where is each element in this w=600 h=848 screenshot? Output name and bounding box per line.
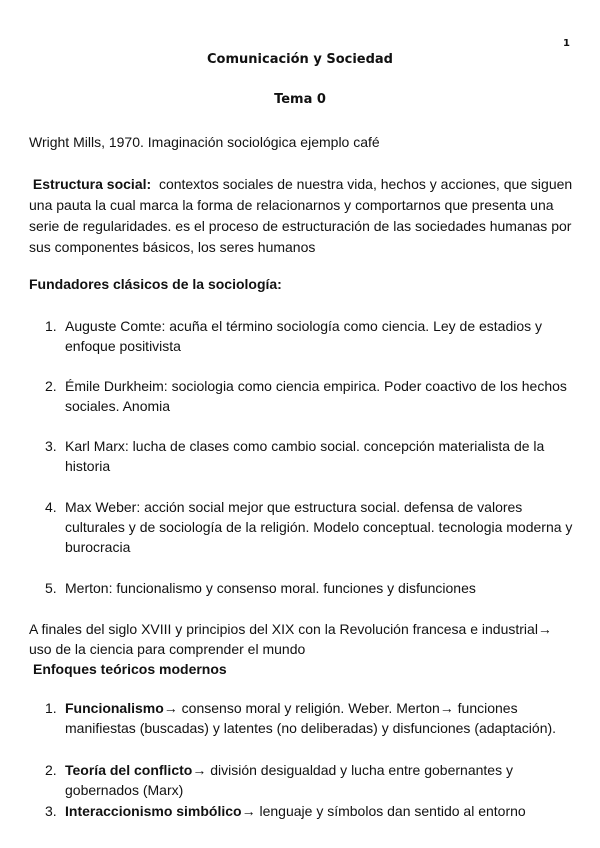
list-item	[45, 801, 575, 821]
list-number: 1.	[45, 318, 57, 334]
list-text: Émile Durkheim: sociologia como ciencia empirica. Poder coactivo de los hechos sociales. Anomia	[65, 378, 567, 414]
context-paragraph: A finales del siglo XVIII y principios del XIX con la Revolución francesa e industrial→ uso de la ciencia para comprender el mundo	[29, 621, 552, 657]
list-number: 2.	[45, 762, 57, 778]
list-item	[45, 760, 575, 800]
list-number: 4.	[45, 499, 57, 515]
list-item	[45, 436, 575, 476]
list-text: Merton: funcionalismo y consenso moral. funciones y disfunciones	[65, 580, 476, 596]
list-text: → consenso moral y religión. Weber. Merton→ funciones manifiestas (buscadas) y latentes (no deliberadas) y disfunciones (adaptación).	[65, 700, 557, 736]
estructura-paragraph	[29, 174, 577, 258]
list-term: Interaccionismo simbólico	[65, 803, 242, 819]
page-number: 1	[563, 38, 570, 49]
list-number: 3.	[45, 803, 57, 819]
list-text: → lenguaje y símbolos dan sentido al entorno	[241, 803, 526, 819]
document-title: Comunicación y Sociedad	[207, 52, 393, 67]
list-term: Teoría del conflicto	[65, 762, 193, 778]
list-number: 2.	[45, 378, 57, 394]
list-text: Max Weber: acción social mejor que estructura social. defensa de valores culturales y de sociología de la religión. Modelo conceptual. tecnologia moderna y burocracia	[65, 499, 573, 555]
list-item	[45, 376, 575, 416]
enfoques-heading: Enfoques teóricos modernos	[33, 661, 227, 677]
list-item	[45, 497, 575, 557]
estructura-term: Estructura social:	[32, 176, 152, 192]
fundadores-heading: Fundadores clásicos de la sociología:	[29, 276, 282, 292]
list-item	[45, 698, 575, 738]
list-text: Karl Marx: lucha de clases como cambio social. concepción materialista de la historia	[65, 438, 545, 474]
list-text: Auguste Comte: acuña el término sociología como ciencia. Ley de estadios y enfoque positivista	[65, 318, 543, 354]
intro-line: Wright Mills, 1970. Imaginación sociológica ejemplo café	[29, 134, 380, 150]
list-text: → división desigualdad y lucha entre gobernantes y gobernados (Marx)	[65, 762, 513, 798]
list-item	[45, 316, 575, 356]
list-item	[45, 578, 575, 598]
list-number: 5.	[45, 580, 57, 596]
list-term: Funcionalismo	[65, 700, 164, 716]
list-number: 1.	[45, 700, 57, 716]
estructura-definition: contextos sociales de nuestra vida, hechos y acciones, que siguen una pauta la cual marca la forma de relacionarnos y comportarnos que presenta una serie de regularidades. es el proceso de estructuración de las sociedades humanas por sus componentes básicos, los seres humanos	[29, 176, 573, 255]
list-number: 3.	[45, 438, 57, 454]
document-subtitle: Tema 0	[274, 92, 326, 107]
